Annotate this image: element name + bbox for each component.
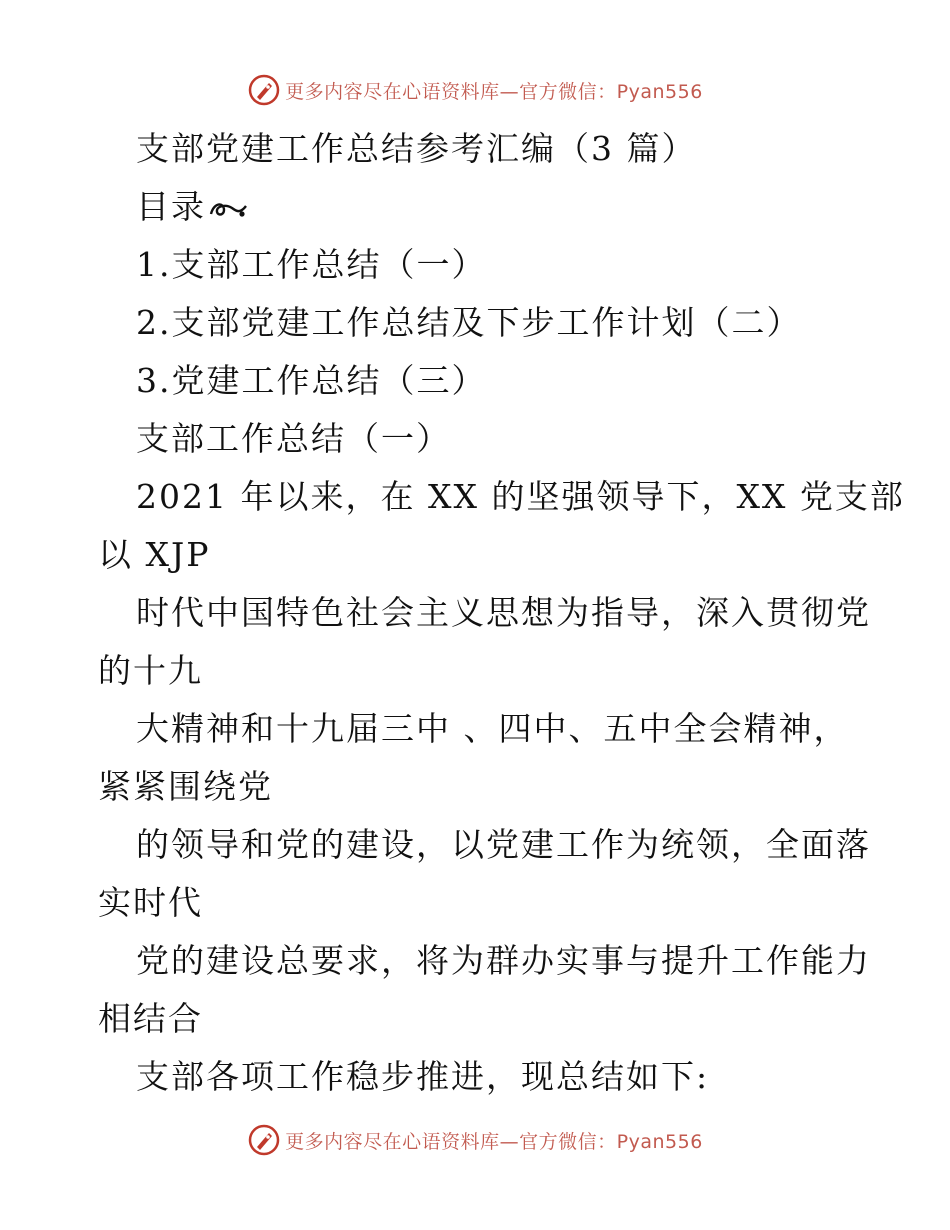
paragraph-line: 的领导和党的建设，以党建工作为统领，全面落 <box>136 825 871 864</box>
header-banner-text: 更多内容尽在心语资料库—官方微信：Pyan556 <box>285 80 703 103</box>
toc-item-2: 2.支部党建工作总结及下步工作计划（二） <box>136 303 802 342</box>
toc-item-1: 1.支部工作总结（一） <box>136 245 487 284</box>
paragraph-line: 相结合 <box>98 999 203 1038</box>
section-heading: 支部工作总结（一） <box>136 419 451 458</box>
paragraph-line: 的十九 <box>98 651 203 690</box>
toc-heading-text: 目录 <box>136 187 206 226</box>
pen-nib-logo-icon <box>247 73 281 107</box>
document-title: 支部党建工作总结参考汇编（3 篇） <box>136 129 697 168</box>
paragraph-line: 支部各项工作稳步推进，现总结如下: <box>136 1057 710 1096</box>
paragraph-line: 大精神和十九届三中 、四中、五中全会精神， <box>136 709 849 748</box>
paragraph-line: 以 XJP <box>98 535 211 574</box>
paragraph-line: 2021 年以来，在 XX 的坚强领导下，XX 党支部 <box>136 477 905 516</box>
toc-item-3: 3.党建工作总结（三） <box>136 361 487 400</box>
footer-banner-text: 更多内容尽在心语资料库—官方微信：Pyan556 <box>285 1130 703 1153</box>
paragraph-line: 紧紧围绕党 <box>98 767 273 806</box>
paragraph-line: 实时代 <box>98 883 203 922</box>
toc-heading <box>98 178 858 236</box>
header-banner <box>0 70 950 110</box>
footer-banner <box>0 1120 950 1160</box>
paragraph-line: 党的建设总要求，将为群办实事与提升工作能力 <box>136 941 871 980</box>
paragraph-line: 时代中国特色社会主义思想为指导，深入贯彻党 <box>136 593 871 632</box>
flourish-ornament-icon <box>208 194 248 224</box>
document-body <box>98 120 905 1106</box>
pen-nib-logo-icon <box>247 1123 281 1157</box>
